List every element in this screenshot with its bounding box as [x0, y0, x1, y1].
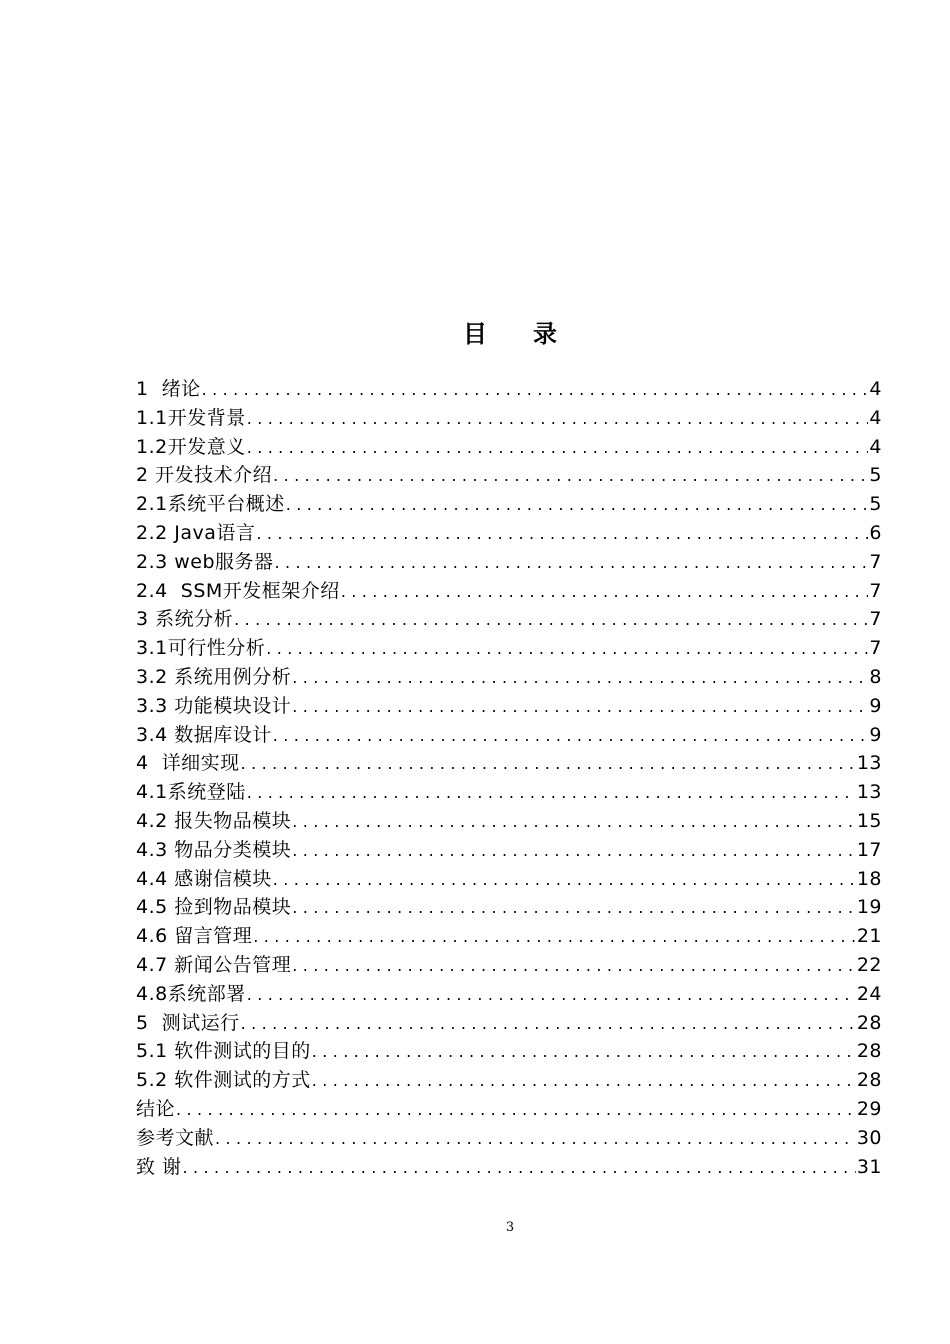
toc-leader-dots [256, 520, 868, 549]
toc-list [136, 375, 882, 1181]
toc-entry-page: 7 [869, 579, 882, 602]
toc-entry-page: 19 [856, 896, 882, 919]
toc-entry-label: 2.3 web服务器 [136, 550, 274, 573]
toc-title [0, 314, 950, 349]
toc-entry[interactable] [136, 1124, 882, 1153]
toc-leader-dots [312, 1067, 856, 1096]
toc-leader-dots [273, 722, 869, 751]
toc-entry-page: 13 [856, 781, 882, 804]
toc-entry-label: 3.2 系统用例分析 [136, 665, 292, 688]
toc-entry-page: 9 [869, 694, 882, 717]
toc-entry-label: 结论 [136, 1097, 176, 1120]
toc-leader-dots [292, 808, 856, 837]
toc-entry[interactable] [136, 807, 882, 836]
toc-entry-page: 4 [869, 435, 882, 458]
toc-entry[interactable] [136, 634, 882, 663]
toc-leader-dots [253, 923, 856, 952]
toc-leader-dots [176, 1096, 856, 1125]
toc-entry[interactable] [136, 1095, 882, 1124]
toc-entry-page: 31 [856, 1155, 882, 1178]
toc-entry-page: 28 [856, 1069, 882, 1092]
toc-entry-page: 7 [869, 550, 882, 573]
toc-title-char-1: 目 [463, 320, 487, 348]
toc-entry[interactable] [136, 433, 882, 462]
toc-entry[interactable] [136, 778, 882, 807]
toc-entry-page: 28 [856, 1011, 882, 1034]
toc-entry-label: 4.3 物品分类模块 [136, 838, 292, 861]
toc-leader-dots [247, 434, 869, 463]
toc-entry-page: 6 [869, 521, 882, 544]
toc-entry-page: 7 [869, 608, 882, 631]
toc-entry-page: 7 [869, 637, 882, 660]
toc-leader-dots [292, 837, 856, 866]
toc-entry-page: 21 [856, 925, 882, 948]
toc-leader-dots [292, 952, 856, 981]
toc-leader-dots [183, 1154, 856, 1183]
toc-entry-label: 4.1系统登陆 [136, 781, 246, 804]
toc-entry[interactable] [136, 951, 882, 980]
toc-entry-label: 2 开发技术介绍 [136, 464, 273, 487]
toc-leader-dots [247, 779, 856, 808]
toc-entry-label: 4.6 留言管理 [136, 925, 253, 948]
toc-entry-page: 18 [856, 867, 882, 890]
toc-entry[interactable] [136, 548, 882, 577]
toc-entry-page: 15 [856, 809, 882, 832]
toc-entry-page: 29 [856, 1097, 882, 1120]
toc-leader-dots [247, 981, 856, 1010]
toc-leader-dots [202, 376, 869, 405]
toc-entry-page: 22 [856, 953, 882, 976]
toc-leader-dots [234, 606, 868, 635]
toc-leader-dots [292, 664, 868, 693]
toc-entry-page: 30 [856, 1126, 882, 1149]
toc-entry-page: 24 [856, 982, 882, 1005]
toc-entry-label: 3.3 功能模块设计 [136, 694, 292, 717]
toc-leader-dots [273, 866, 856, 895]
toc-entry-page: 4 [869, 378, 882, 400]
toc-entry-label: 3.4 数据库设计 [136, 723, 272, 746]
toc-leader-dots [215, 1125, 856, 1154]
toc-entry[interactable] [136, 1153, 882, 1182]
toc-entry[interactable] [136, 721, 882, 750]
toc-entry-page: 8 [869, 665, 882, 688]
toc-entry[interactable] [136, 519, 882, 548]
toc-entry-label: 5.1 软件测试的目的 [136, 1040, 311, 1063]
toc-leader-dots [312, 1038, 856, 1067]
toc-entry-label: 3.1可行性分析 [136, 637, 266, 660]
toc-entry-page: 13 [856, 752, 882, 775]
toc-entry-page: 17 [856, 838, 882, 861]
toc-entry[interactable] [136, 692, 882, 721]
toc-entry-label: 5 测试运行 [136, 1011, 240, 1034]
toc-entry[interactable] [136, 980, 882, 1009]
page-number: 3 [505, 1220, 515, 1235]
toc-leader-dots [266, 635, 868, 664]
toc-entry[interactable] [136, 461, 882, 490]
toc-entry-label: 4.8系统部署 [136, 982, 246, 1005]
toc-entry[interactable] [136, 404, 882, 433]
toc-entry-label: 2.1系统平台概述 [136, 493, 285, 516]
toc-leader-dots [292, 894, 856, 923]
toc-leader-dots [241, 750, 856, 779]
toc-entry-label: 致 谢 [136, 1155, 182, 1178]
toc-entry[interactable] [136, 490, 882, 519]
toc-leader-dots [273, 462, 868, 491]
toc-entry-page: 9 [869, 723, 882, 746]
toc-entry-label: 5.2 软件测试的方式 [136, 1069, 311, 1092]
toc-entry-page: 5 [869, 493, 882, 516]
toc-entry[interactable] [136, 605, 882, 634]
toc-entry[interactable] [136, 663, 882, 692]
toc-entry-label: 3 系统分析 [136, 608, 234, 631]
toc-leader-dots [292, 693, 868, 722]
toc-entry-label: 4.4 感谢信模块 [136, 867, 272, 890]
toc-entry[interactable] [136, 922, 882, 951]
toc-entry-label: 1 绪论 [136, 378, 201, 400]
toc-entry[interactable] [136, 836, 882, 865]
toc-entry[interactable] [136, 749, 882, 778]
toc-entry-label: 2.2 Java语言 [136, 521, 256, 544]
toc-entry[interactable] [136, 865, 882, 894]
toc-entry-label: 4.7 新闻公告管理 [136, 953, 292, 976]
toc-entry-label: 参考文献 [136, 1126, 215, 1149]
toc-entry[interactable] [136, 1009, 882, 1038]
toc-entry-label: 1.1开发背景 [136, 406, 246, 429]
toc-entry-page: 5 [869, 464, 882, 487]
toc-entry-page: 4 [869, 406, 882, 429]
toc-entry[interactable] [136, 375, 882, 404]
toc-entry-page: 28 [856, 1040, 882, 1063]
toc-entry-label: 4.5 捡到物品模块 [136, 896, 292, 919]
toc-leader-dots [286, 491, 869, 520]
toc-entry[interactable] [136, 1037, 882, 1066]
toc-entry[interactable] [136, 577, 882, 606]
toc-leader-dots [275, 549, 869, 578]
toc-entry-label: 2.4 SSM开发框架介绍 [136, 579, 340, 602]
toc-leader-dots [247, 405, 869, 434]
toc-entry-label: 1.2开发意义 [136, 435, 246, 458]
toc-entry[interactable] [136, 1066, 882, 1095]
toc-leader-dots [241, 1010, 856, 1039]
toc-entry-label: 4.2 报失物品模块 [136, 809, 292, 832]
toc-title-char-2: 录 [533, 320, 557, 348]
toc-entry-label: 4 详细实现 [136, 752, 240, 775]
toc-leader-dots [341, 578, 869, 607]
toc-entry[interactable] [136, 893, 882, 922]
